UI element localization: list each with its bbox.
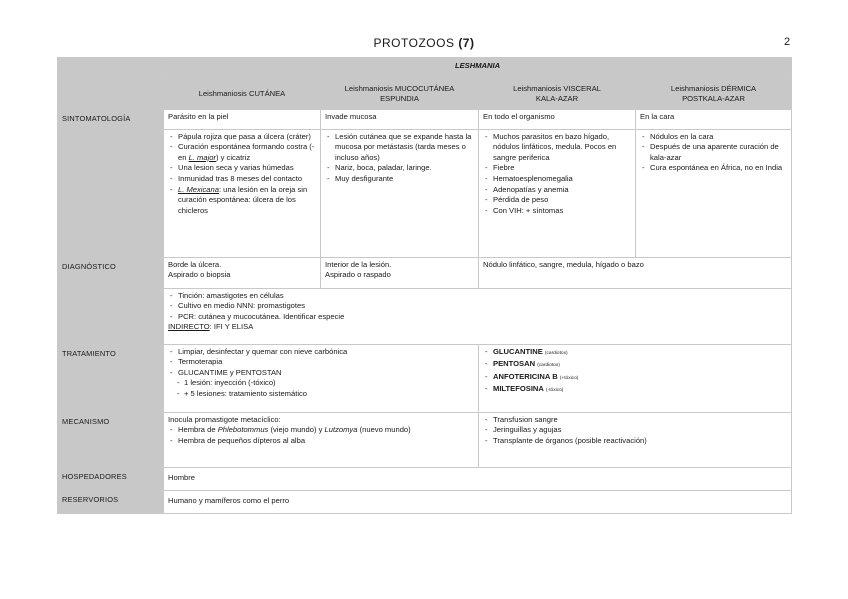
sinto-mucocutanea bbox=[321, 129, 479, 257]
corner-cell bbox=[58, 58, 164, 79]
list-item: - Curación espontánea formando costra (-en L. major) y cicatriz bbox=[178, 142, 316, 163]
list-item: - MILTEFOSINA (-tóxico) bbox=[493, 384, 787, 397]
list-item: - Transfusion sangre bbox=[493, 415, 787, 426]
list-item: - Termoterapia bbox=[178, 357, 474, 368]
list-item: - Cura espontánea en África, no en India bbox=[650, 163, 787, 174]
mec-intro: Inocula promastigote metacíclico: bbox=[168, 414, 281, 424]
diag-mucocutanea: Interior de la lesión. Aspirado o raspado bbox=[321, 257, 479, 288]
mec-left bbox=[164, 412, 479, 467]
sinto-dermica bbox=[636, 129, 792, 257]
list-item: - Adenopatías y anemia bbox=[493, 185, 631, 196]
list-item: - Después de una aparente curación de kala-azar bbox=[650, 142, 787, 163]
list-item: - Una lesion seca y varias húmedas bbox=[178, 163, 316, 174]
sinto-loc-cutanea: Parásito en la piel bbox=[164, 110, 321, 130]
diag-blank-label bbox=[58, 288, 164, 344]
sinto-loc-dermica: En la cara bbox=[636, 110, 792, 130]
col-cutanea: Leishmaniosis CUTÁNEA bbox=[164, 79, 321, 110]
list-item: - GLUCANTIME y PENTOSTAN bbox=[178, 368, 474, 379]
row-label-diagnostico: DIAGNÓSTICO bbox=[58, 257, 164, 288]
list-item: - Fiebre bbox=[493, 163, 631, 174]
list-item: - 1 lesión: inyección (-tóxico) bbox=[184, 378, 474, 389]
list-item: - Cultivo en medio NNN: promastigotes bbox=[178, 301, 787, 312]
list-item: - Hematoesplenomegalia bbox=[493, 174, 631, 185]
list-item: - L. Mexicana: una lesión en la oreja sin curación espontánea: úlcera de los chicleros bbox=[178, 185, 316, 217]
reservorios-value: Humano y mamíferos como el perro bbox=[164, 490, 792, 513]
row-label-sintomatologia: SINTOMATOLOGÍA bbox=[58, 110, 164, 130]
list-item: - + 5 lesiones: tratamiento sistemático bbox=[184, 389, 474, 400]
list-item: - Con VIH: + síntomas bbox=[493, 206, 631, 217]
col-visceral: Leishmaniosis VISCERAL KALA-AZAR bbox=[479, 79, 636, 110]
list-item: - Limpiar, desinfectar y quemar con nieve carbónica bbox=[178, 347, 474, 358]
sinto-loc-visceral: En todo el organismo bbox=[479, 110, 636, 130]
section-header: LESHMANIA bbox=[164, 58, 792, 79]
row-label-hospedadores: HOSPEDADORES bbox=[58, 467, 164, 490]
list-item: - Hembra de pequeños dípteros al alba bbox=[178, 436, 474, 447]
diag-cutanea: Borde la úlcera. Aspirado o biopsia bbox=[164, 257, 321, 288]
page-number: 2 bbox=[784, 36, 791, 48]
sinto-cutanea bbox=[164, 129, 321, 257]
page-title: PROTOZOOS (7) bbox=[373, 36, 475, 50]
sinto-loc-mucocutanea: Invade mucosa bbox=[321, 110, 479, 130]
list-item: - Jeringuillas y agujas bbox=[493, 425, 787, 436]
list-item: - Pápula rojiza que pasa a úlcera (cráter) bbox=[178, 132, 316, 143]
row-label-tratamiento: TRATAMIENTO bbox=[58, 344, 164, 412]
list-item: - Transplante de órganos (posible reactivación) bbox=[493, 436, 787, 447]
list-item: - GLUCANTINE (cardiotox) bbox=[493, 347, 787, 360]
hospedadores-value: Hombre bbox=[164, 467, 792, 490]
list-item: - Inmunidad tras 8 meses del contacto bbox=[178, 174, 316, 185]
mec-right bbox=[479, 412, 792, 467]
list-item: - PENTOSAN (cardiotox) bbox=[493, 359, 787, 372]
diag-indirecto: INDIRECTO: IFI Y ELISA bbox=[168, 322, 254, 332]
col-dermica: Leishmaniosis DÉRMICA POSTKALA-AZAR bbox=[636, 79, 792, 110]
trat-right bbox=[479, 344, 792, 412]
list-item: - PCR: cutánea y mucocutánea. Identificar especie bbox=[178, 312, 787, 323]
list-item: - Nódulos en la cara bbox=[650, 132, 787, 143]
list-item: - Pérdida de peso bbox=[493, 195, 631, 206]
diag-methods bbox=[164, 288, 792, 344]
list-item: - Nariz, boca, paladar, laringe. bbox=[335, 163, 474, 174]
list-item: - Tinción: amastigotes en células bbox=[178, 291, 787, 302]
list-item: - Hembra de Phlebotommus (viejo mundo) y Lutzomya (nuevo mundo) bbox=[178, 425, 474, 436]
list-item: - ANFOTERICINA B (+tóxico) bbox=[493, 372, 787, 385]
row-label-reservorios: RESERVORIOS bbox=[58, 490, 164, 513]
list-item: - Muy desfigurante bbox=[335, 174, 474, 185]
row-label-mecanismo: MECANISMO bbox=[58, 412, 164, 467]
leishmania-table bbox=[57, 57, 792, 514]
trat-left bbox=[164, 344, 479, 412]
sinto-blank-label bbox=[58, 129, 164, 257]
list-item: - Muchos parasitos en bazo hígado, nódulos linfáticos, medula. Pocos en sangre periferica bbox=[493, 132, 631, 164]
corner-cell-2 bbox=[58, 79, 164, 110]
col-mucocutanea: Leishmaniosis MUCOCUTÁNEA ESPUNDIA bbox=[321, 79, 479, 110]
diag-visceral: Nódulo linfático, sangre, medula, hígado o bazo bbox=[479, 257, 792, 288]
sinto-visceral bbox=[479, 129, 636, 257]
list-item: - Lesión cutánea que se expande hasta la mucosa por metástasis (tarda meses o incluso años) bbox=[335, 132, 474, 164]
